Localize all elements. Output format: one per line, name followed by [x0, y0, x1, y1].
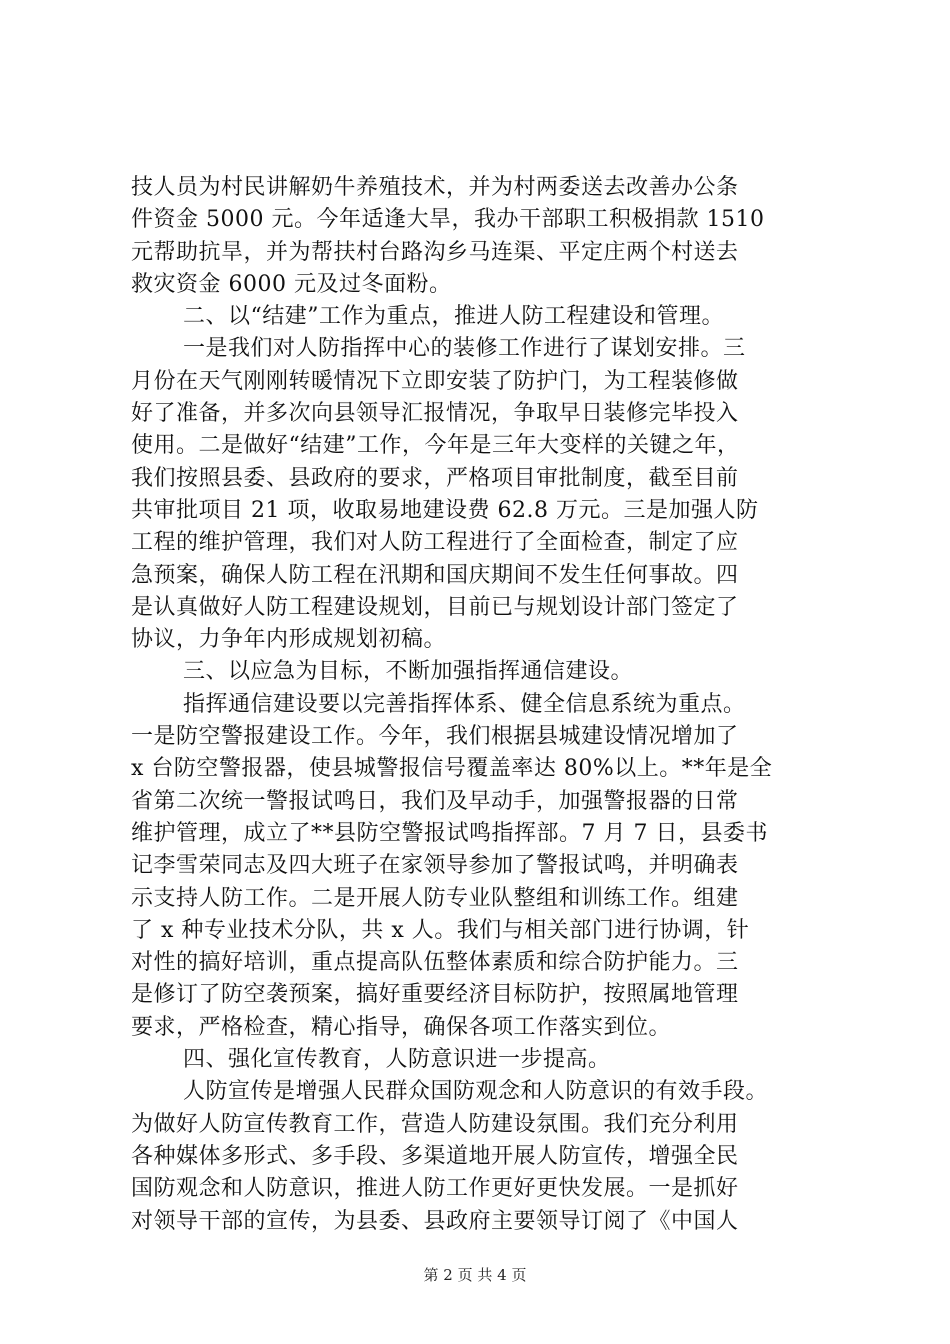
text-line: 为做好人防宣传教育工作，营造人防建设氛围。我们充分利用: [131, 1111, 739, 1137]
text-line: 共审批项目 21 项，收取易地建设费 62.8 万元。三是加强人防: [131, 497, 759, 523]
text-line: 对性的搞好培训，重点提高队伍整体素质和综合防护能力。三: [131, 950, 739, 976]
text-line: 元帮助抗旱，并为帮扶村台路沟乡马连渠、平定庄两个村送去: [131, 239, 739, 265]
text-line: 协议，力争年内形成规划初稿。: [131, 627, 447, 653]
text-line: 是认真做好人防工程建设规划，目前已与规划设计部门签定了: [131, 594, 739, 620]
text-line: 指挥通信建设要以完善指挥体系、健全信息系统为重点。: [183, 691, 746, 717]
text-line: 是修订了防空袭预案，搞好重要经济目标防护，按照属地管理: [131, 982, 739, 1008]
text-line: 人防宣传是增强人民群众国防观念和人防意识的有效手段。: [183, 1079, 769, 1105]
text-line: 急预案，确保人防工程在汛期和国庆期间不发生任何事故。四: [131, 562, 739, 588]
text-line: 对领导干部的宣传，为县委、县政府主要领导订阅了《中国人: [131, 1208, 739, 1234]
text-line: 月份在天气刚刚转暖情况下立即安装了防护门，为工程装修做: [131, 368, 739, 394]
text-line: 好了准备，并多次向县领导汇报情况，争取早日装修完毕投入: [131, 401, 739, 427]
text-line: 我们按照县委、县政府的要求，严格项目审批制度，截至目前: [131, 465, 739, 491]
page-footer: 第 2 页 共 4 页: [423, 1266, 527, 1284]
text-line: 各种媒体多形式、多手段、多渠道地开展人防宣传，增强全民: [131, 1143, 739, 1169]
text-line: 记李雪荣同志及四大班子在家领导参加了警报试鸣，并明确表: [131, 853, 739, 879]
document-body: [131, 172, 831, 1238]
text-line: 救灾资金 6000 元及过冬面粉。: [131, 271, 452, 297]
text-line: 四、强化宣传教育，人防意识进一步提高。: [183, 1047, 611, 1073]
text-line: 技人员为村民讲解奶牛养殖技术，并为村两委送去改善办公条: [131, 175, 739, 200]
text-line: 二、以“结建”工作为重点，推进人防工程建设和管理。: [183, 304, 724, 330]
text-line: 示支持人防工作。二是开展人防专业队整组和训练工作。组建: [131, 885, 739, 911]
text-line: 一是防空警报建设工作。今年，我们根据县城建设情况增加了: [131, 724, 739, 750]
text-line: x 台防空警报器，使县城警报信号覆盖率达 80%以上。**年是全: [131, 756, 773, 782]
text-line: 维护管理，成立了**县防空警报试鸣指挥部。7 月 7 日，县委书: [131, 820, 768, 846]
text-line: 使用。二是做好“结建”工作，今年是三年大变样的关键之年，: [131, 433, 740, 459]
text-line: 了 x 种专业技术分队，共 x 人。我们与相关部门进行协调，针: [131, 917, 750, 943]
text-line: 件资金 5000 元。今年适逢大旱，我办干部职工积极捐款 1510: [131, 207, 765, 233]
text-line: 省第二次统一警报试鸣日，我们及早动手，加强警报器的日常: [131, 788, 739, 814]
text-line: 三、以应急为目标，不断加强指挥通信建设。: [183, 659, 634, 685]
text-line: 国防观念和人防意识，推进人防工作更好更快发展。一是抓好: [131, 1176, 739, 1202]
text-line: 要求，严格检查，精心指导，确保各项工作落实到位。: [131, 1014, 672, 1040]
text-line: 一是我们对人防指挥中心的装修工作进行了谋划安排。三: [183, 336, 746, 362]
text-line: 工程的维护管理，我们对人防工程进行了全面检查，制定了应: [131, 530, 739, 556]
